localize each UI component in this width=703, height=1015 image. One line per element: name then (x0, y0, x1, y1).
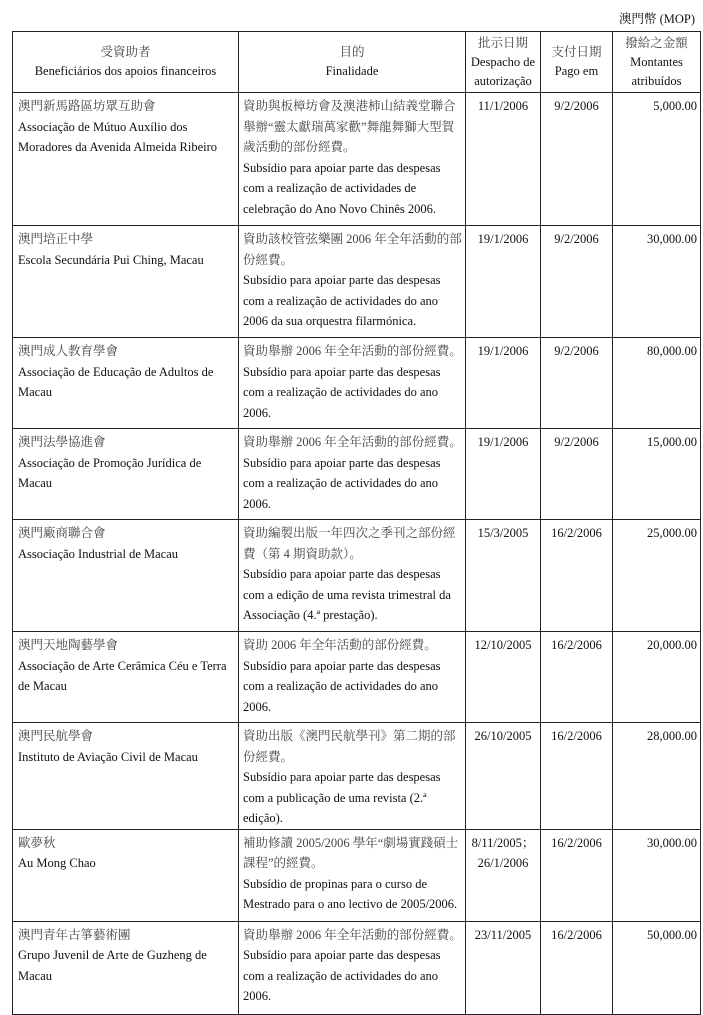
beneficiary-name-zh: 澳門法學協進會 (18, 435, 106, 449)
beneficiary-name-pt: Grupo Juvenil de Arte de Guzheng de Macau (18, 948, 207, 983)
purpose-zh: 資助 2006 年全年活動的部份經費。 (243, 638, 437, 652)
beneficiary-name-pt: Associação de Mútuo Auxílio dos Moradores da Avenida Almeida Ribeiro (18, 119, 218, 154)
approval-date: 26/1/2006 (477, 856, 529, 870)
table-row (13, 921, 701, 1014)
amount-cell: 28,000.00 (613, 723, 701, 830)
beneficiary-cell (13, 520, 239, 632)
amount-cell: 80,000.00 (613, 338, 701, 429)
table-header-row (13, 32, 701, 93)
payment-date-cell: 16/2/2006 (541, 829, 613, 921)
table-row (13, 338, 701, 429)
approval-date: 19/1/2006 (477, 344, 529, 358)
purpose-cell (239, 226, 466, 338)
payment-date-cell: 9/2/2006 (541, 338, 613, 429)
approval-date: 26/10/2005 (474, 729, 532, 743)
beneficiary-name-zh: 澳門天地陶藝學會 (18, 638, 119, 652)
purpose-pt: Subsídio para apoiar parte das despesas com a realização de actividades do ano 2006. (243, 948, 441, 1003)
amount-cell: 25,000.00 (613, 520, 701, 632)
beneficiary-cell (13, 429, 239, 520)
currency-label: 澳門幣 (MOP) (618, 12, 695, 26)
amount-cell: 30,000.00 (613, 829, 701, 921)
beneficiary-cell (13, 921, 239, 1014)
purpose-zh: 資助舉辦 2006 年全年活動的部份經費。 (243, 344, 462, 358)
approval-date: 23/11/2005 (474, 927, 532, 942)
payment-date-cell: 9/2/2006 (541, 226, 613, 338)
table-row (13, 429, 701, 520)
table-row (13, 93, 701, 226)
approval-date-cell (466, 723, 541, 830)
header-beneficiary: 受資助者 Beneficiários dos apoios financeiros (13, 32, 239, 93)
approval-date-cell (466, 520, 541, 632)
amount-cell: 20,000.00 (613, 632, 701, 723)
beneficiary-cell (13, 829, 239, 921)
approval-date-cell (466, 429, 541, 520)
beneficiary-name-zh: 澳門培正中學 (18, 232, 94, 246)
purpose-zh: 資助與板樟坊會及澳港柿山結義堂聯合舉辦“靈太獻瑞萬家歡”舞龍舞獅大型賀歲活動的部份經費。 (243, 99, 456, 154)
header-amount: 撥給之金額 Montantes atribuídos (613, 32, 701, 93)
approval-date: 8/11/2005； (471, 835, 535, 850)
purpose-pt: Subsídio para apoiar parte das despesas com a realização de actividades do ano 2006. (243, 455, 441, 511)
purpose-cell (239, 93, 466, 226)
beneficiary-cell (13, 632, 239, 723)
beneficiary-name-zh: 澳門青年古箏藝術團 (18, 927, 131, 942)
beneficiary-name-zh: 澳門民航學會 (18, 729, 94, 743)
beneficiary-name-pt: Escola Secundária Pui Ching, Macau (18, 252, 204, 267)
payment-date-cell: 9/2/2006 (541, 93, 613, 226)
beneficiary-name-zh: 澳門成人教育學會 (18, 344, 119, 358)
payment-date-cell: 16/2/2006 (541, 632, 613, 723)
beneficiary-name-pt: Instituto de Aviação Civil de Macau (18, 749, 198, 764)
approval-date-cell (466, 921, 541, 1014)
payment-date-cell: 16/2/2006 (541, 520, 613, 632)
beneficiary-name-pt: Associação de Educação de Adultos de Macau (18, 364, 214, 399)
purpose-zh: 資助出版《澳門民航學刊》第二期的部份經費。 (243, 729, 456, 764)
purpose-cell (239, 338, 466, 429)
beneficiary-cell (13, 338, 239, 429)
table-row (13, 723, 701, 830)
approval-date: 19/1/2006 (477, 435, 529, 449)
payment-date-cell: 9/2/2006 (541, 429, 613, 520)
approval-date-cell (466, 93, 541, 226)
purpose-pt: Subsídio de propinas para o curso de Mestrado para o ano lectivo de 2005/2006. (243, 876, 458, 911)
purpose-cell (239, 921, 466, 1014)
table-row (13, 829, 701, 921)
purpose-cell (239, 520, 466, 632)
amount-cell: 5,000.00 (613, 93, 701, 226)
purpose-zh: 資助舉辦 2006 年全年活動的部份經費。 (243, 927, 462, 942)
purpose-pt: Subsídio para apoiar parte das despesas com a realização de actividades de celebração do Ano Novo Chinês 2006. (243, 160, 441, 216)
purpose-cell (239, 829, 466, 921)
purpose-pt: Subsídio para apoiar parte das despesas com a realização de actividades do ano 2006. (243, 658, 441, 714)
purpose-pt: Subsídio para apoiar parte das despesas com a publicação de uma revista (2.ª edição). (243, 770, 441, 825)
beneficiary-name-pt: Associação de Arte Cerâmica Céu e Terra de Macau (18, 658, 227, 693)
amount-cell: 50,000.00 (613, 921, 701, 1014)
purpose-zh: 資助該校管弦樂團 2006 年全年活動的部份經費。 (243, 232, 462, 267)
purpose-cell (239, 632, 466, 723)
purpose-zh: 補助修讀 2005/2006 學年“劇場實踐碩士課程”的經費。 (243, 835, 459, 870)
table-row (13, 520, 701, 632)
beneficiary-name-zh: 歐夢秋 (18, 835, 56, 850)
approval-date-cell (466, 338, 541, 429)
table-row (13, 632, 701, 723)
purpose-pt: Subsídio para apoiar parte das despesas com a realização de actividades do ano 2006 da sua orquestra filarmónica. (243, 273, 441, 328)
approval-date-cell (466, 829, 541, 921)
subsidy-table (12, 31, 701, 1015)
amount-cell: 30,000.00 (613, 226, 701, 338)
purpose-zh: 資助編製出版一年四次之季刊之部份經費（第 4 期資助款）。 (243, 526, 456, 561)
approval-date: 15/3/2005 (477, 526, 529, 540)
purpose-zh: 資助舉辦 2006 年全年活動的部份經費。 (243, 435, 462, 449)
approval-date: 19/1/2006 (477, 232, 529, 246)
header-payment-date: 支付日期 Pago em (541, 32, 613, 93)
beneficiary-name-pt: Au Mong Chao (18, 856, 96, 870)
beneficiary-cell (13, 93, 239, 226)
approval-date-cell (466, 632, 541, 723)
beneficiary-name-pt: Associação de Promoção Jurídica de Macau (18, 455, 202, 490)
approval-date-cell (466, 226, 541, 338)
payment-date-cell: 16/2/2006 (541, 723, 613, 830)
beneficiary-name-zh: 澳門新馬路區坊眾互助會 (18, 99, 156, 113)
purpose-pt: Subsídio para apoiar parte das despesas com a edição de uma revista trimestral da Associação (4.ª prestação). (243, 567, 451, 622)
header-approval-date: 批示日期 Despacho de autorização (466, 32, 541, 93)
payment-date-cell: 16/2/2006 (541, 921, 613, 1014)
beneficiary-cell (13, 226, 239, 338)
table-row (13, 226, 701, 338)
amount-cell: 15,000.00 (613, 429, 701, 520)
approval-date: 12/10/2005 (474, 638, 532, 652)
header-purpose: 目的 Finalidade (239, 32, 466, 93)
beneficiary-name-zh: 澳門廠商聯合會 (18, 526, 106, 540)
beneficiary-cell (13, 723, 239, 830)
purpose-pt: Subsídio para apoiar parte das despesas com a realização de actividades do ano 2006. (243, 364, 441, 420)
purpose-cell (239, 429, 466, 520)
purpose-cell (239, 723, 466, 830)
approval-date: 11/1/2006 (477, 99, 529, 113)
beneficiary-name-pt: Associação Industrial de Macau (18, 546, 179, 561)
